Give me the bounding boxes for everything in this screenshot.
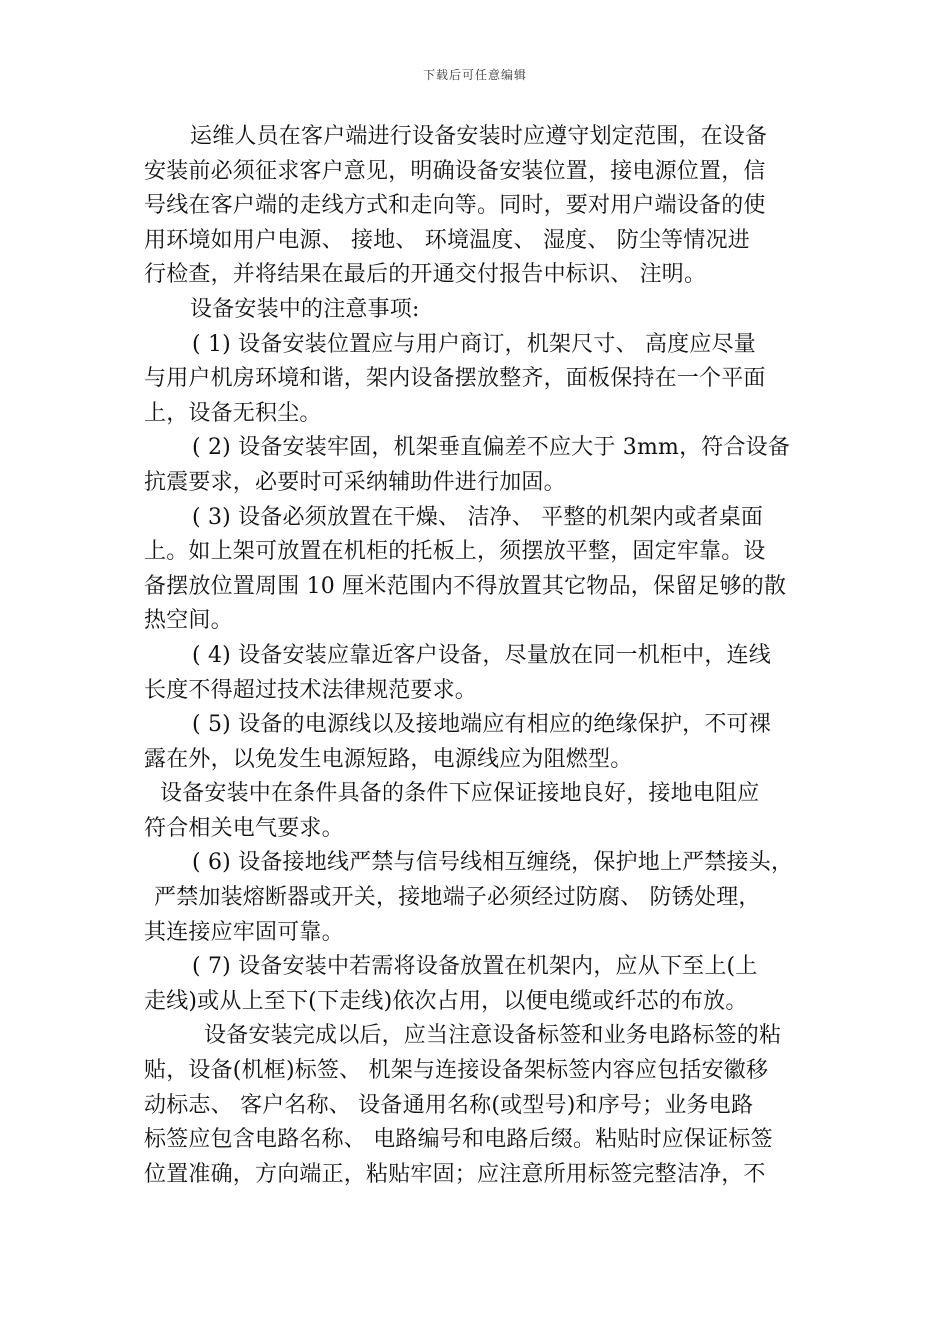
list-item-6: ( 6) 设备接地线严禁与信号线相互缠绕，保护地上严禁接头， [192,850,794,876]
text-line: 号线在客户端的走线方式和走向等。同时，要对用户端设备的使 [144,193,766,219]
document-body [144,120,812,1192]
list-item-3: ( 3) 设备必须放置在干燥、 洁净、 平整的机架内或者桌面 [192,504,764,530]
text-line: 贴，设备(机框)标签、 机架与连接设备架标签内容应包括安徽移 [144,1058,769,1084]
text-line: 设备安装中在条件具备的条件下应保证接地良好，接地电阻应 [160,781,760,807]
text-line: 备摆放位置周围 10 厘米范围内不得放置其它物品，保留足够的散 [144,573,787,599]
text-line: 用环境如用户电源、 接地、 环境温度、 湿度、 防尘等情况进 [144,227,750,253]
text-line: 上。如上架可放置在机柜的托板上，须摆放平整，固定牢靠。设 [144,539,766,565]
list-item-7: ( 7) 设备安装中若需将设备放置在机架内，应从下至上(上 [192,954,758,980]
text-line: 动标志、 客户名称、 设备通用名称(或型号)和序号；业务电路 [144,1092,754,1118]
text-line: 其连接应牢固可靠。 [144,919,344,945]
list-item-4: ( 4) 设备安装应靠近客户设备，尽量放在同一机柜中，连线 [192,642,771,668]
text-line: 与用户机房环境和谐，架内设备摆放整齐，面板保持在一个平面 [144,366,766,392]
text-line: 标签应包含电路名称、 电路编号和电路后缀。粘贴时应保证标签 [144,1127,773,1153]
section-heading: 设备安装中的注意事项: [190,296,420,322]
list-item-1: ( 1) 设备安装位置应与用户商订，机架尺寸、 高度应尽量 [192,331,756,357]
text-line: 上，设备无积尘。 [144,400,322,426]
text-line: 走线)或从上至下(下走线)依次占用，以便电缆或纤芯的布放。 [144,988,748,1014]
text-line: 设备安装完成以后，应当注意设备标签和业务电路标签的粘 [204,1023,782,1049]
text-line: 行检查，并将结果在最后的开通交付报告中标识、 注明。 [144,262,707,288]
text-line: 热空间。 [144,608,233,634]
text-line: 露在外，以免发生电源短路，电源线应为阻燃型。 [144,746,633,772]
page-header: 下载后可任意编辑 [422,68,527,82]
list-item-5: ( 5) 设备的电源线以及接地端应有相应的绝缘保护，不可裸 [192,712,771,738]
text-line: 安装前必须征求客户意见，明确设备安装位置，接电源位置，信 [144,158,766,184]
list-item-2: ( 2) 设备安装牢固，机架垂直偏差不应大于 3mm，符合设备 [192,435,791,461]
text-line: 严禁加装熔断器或开关，接地端子必须经过防腐、 防锈处理， [154,885,761,911]
text-line: 运维人员在客户端进行设备安装时应遵守划定范围，在设备 [190,124,768,149]
text-line: 位置准确，方向端正，粘贴牢固；应注意所用标签完整洁净，不 [144,1161,766,1187]
text-line: 长度不得超过技术法律规范要求。 [144,677,478,703]
text-line: 符合相关电气要求。 [144,815,344,841]
text-line: 抗震要求，必要时可采纳辅助件进行加固。 [144,469,566,495]
